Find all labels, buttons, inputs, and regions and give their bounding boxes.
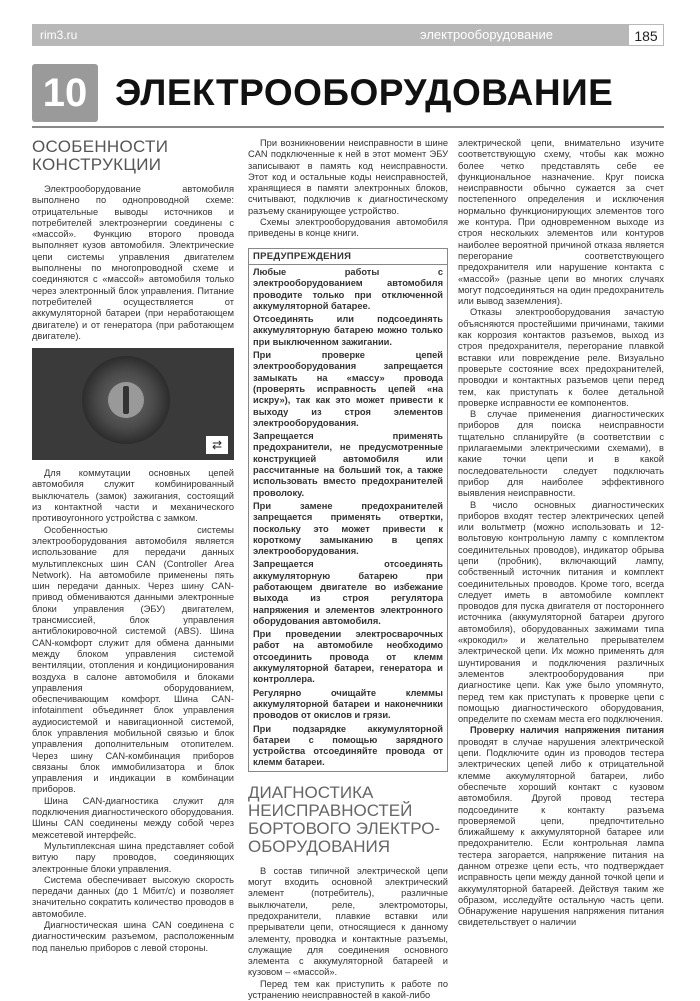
warning-item: При замене предохранителей запрещается применять отвертки, поскольку это может привести к короткому замыканию в цепях электрооборудования. [253,500,443,557]
page-number: 185 [628,24,664,46]
paragraph: Система обеспечивает высокую скорость передачи данных (до 1 Мбит/с) и позволяет значительно сократить количество проводов в автомобиле. [32,874,234,919]
paragraph: Шина CAN-диагностика служит для подключения диагностического оборудования. Шины CAN соединены между собой через межсетевой интерфейс. [32,795,234,840]
paragraph: Перед тем как приступить к работе по устранению неисправностей в какой-либо [248,978,448,1000]
ignition-switch-photo [32,348,234,460]
warning-item: При проверке цепей электрооборудования запрещается замыкать на «массу» провода (проверять исправность цепей «на искру»), так как это может привести к выходу из строя элементов электрооборудования. [253,350,443,428]
section-heading-diagnostics: ДИАГНОСТИКА НЕИСПРАВНОСТЕЙ БОРТОВОГО ЭЛЕКТРО- ОБОРУДОВАНИЯ [248,782,441,856]
photo-badge-icon: ⇄ [206,436,228,454]
section-heading-construction: ОСОБЕННОСТИ КОНСТРУКЦИИ [32,137,169,174]
paragraph: Диагностическая шина CAN соединена с диагностическим разъемом, расположенным под панелью приборов с левой стороны. [32,920,234,953]
run-in-heading: Проверку наличия напряжения питания [470,725,664,736]
paragraph: Мультиплексная шина представляет собой витую пару проводов, соединяющих электронные блоки управления. [32,840,234,874]
column-1 [32,138,234,954]
warning-item: При подзарядке аккумуляторной батареи с помощью зарядного устройства отсоединяйте провода от клемм батареи. [253,723,443,768]
warning-item: Запрещается отсоединять аккумуляторную батарею при работающем двигателе во избежание выхода из строя регулятора напряжения и элементов электронного оборудования автомобиля. [253,559,443,626]
paragraph: Отказы электрооборудования зачастую объясняются простейшими причинами, такими как коррозия контактов разъемов, выход из строя предохранителя, перегорание плавкой вставки или повреждение реле. Визуально проверьте состояние всех предохранителей, проводки и контактных разъемов цепи перед тем, как приступать к более детальной проверке исправности ее компонентов. [458,307,664,408]
warning-item: Любые работы с электрооборудованием автомобиля проводите только при отключенной аккумуляторной батарее. [253,266,443,311]
warnings-box [248,248,448,772]
paragraph: электрической цепи, внимательно изучите соответствующую схему, чтобы как можно более четко представлять себе ее функциональное назначение. Круг поиска неисправности обычно сужается за счет постепенного определения и исключения нормально функционирующих элементов того же контура. При одновременном выходе из строя нескольких элементов или контуров наиболее вероятной причиной отказа является перегорание соответствующего предохранителя или нарушение контакта с «массой» (разные цепи во многих случаях могут подсоединяться на один предохранитель или вывод заземления). [458,138,664,307]
paragraph: Электрооборудование автомобиля выполнено по однопроводной схеме: отрицательные выводы источников и потребителей электроэнергии соединены с «массой». Функцию второго провода выполняет кузов автомобиля. Электрические цепи системы управления двигателем выполнены по многопроводной схеме и соединяются с «массой» автомобиля только через электронный блок управления. Питание потребителей осуществляется от аккумуляторной батареи (при неработающем двигателе) и от генератора (при работающем двигателе). [32,184,234,341]
column-3 [458,138,664,929]
warnings-title: ПРЕДУПРЕЖДЕНИЯ [249,249,447,265]
warning-item: При проведении электросварочных работ на автомобиле необходимо отсоединить провода от клемм аккумуляторной батареи, генератора и контроллера. [253,629,443,685]
paragraph: При возникновении неисправности в шине CAN подключенные к ней в этот момент ЭБУ записывают в память код неисправности. Этот код и остальные коды неисправностей, хранящиеся в памяти электронных блоков, считывают, подключив к диагностическому разъему сканирующее устройство. [248,138,448,216]
column-2 [248,138,448,1001]
running-section-title: электрооборудование [420,27,553,42]
site-label[interactable]: rim3.ru [40,28,78,42]
chapter-title: ЭЛЕКТРООБОРУДОВАНИЕ [115,72,614,113]
paragraph: Для коммутации основных цепей автомобиля служит комбинированный выключатель (замок) зажигания, состоящий из контактной части и механического противоугонного устройства с замком. [32,468,234,524]
paragraph: В число основных диагностических приборов входят тестер электрических цепей или вольтметр (можно использовать и 12-вольтовую контрольную лампу с комплектом соединительных проводов), индикатор обрыва цепи (пробник), включающий лампу, собственный источник питания и комплект соединительных проводов. Кроме того, всегда следует иметь в автомобиле комплект проводов для пуска двигателя от постороннего источника (аккумуляторной батареи другого автомобиля), оборудованных зажимами типа «крокодил» и желательно прерывателем электрической цепи. Их можно применять для шунтирования и подключения различных элементов электрооборудования при диагностике цепи. Как уже было упомянуто, перед тем как приступать к проверке цепи с помощью диагностического оборудования, определите по схемам места его подключения. [458,499,664,725]
paragraph: Особенностью системы электрооборудования автомобиля является использование для передачи данных мультиплексных шин CAN (Controller Area Network). На автомобиле применены пять шин передачи данных. Через шину CAN-привод обмениваются данными электронные блоки управления (ЭБУ) двигателем, трансмиссией, блок управления антиблокировочной системой (ABS). Шина CAN-комфорт служит для обмена данными между блоком управления системой вентиляции, отопления и кондиционирования воздуха в салоне автомобиля и блоками управления оборудованием, обеспечивающим комфорт. Шина CAN-infotainment объединяет блок управления аудиосистемой и навигационной системой, блок управления мобильной связью и блок управления дополнительным отопителем. Через шину CAN-комбинация приборов связаны блок иммобилизатора и блок управления и индикации в комбинации приборов. [32,524,234,795]
paragraph: Схемы электрооборудования автомобиля приведены в конце книги. [248,217,448,239]
header-bar [32,24,664,46]
warning-item: Запрещается применять предохранители, не предусмотренные конструкцией автомобиля или рассчитанные на больший ток, а также использовать вместо предохранителей проволоку. [253,431,443,498]
chapter-number: 10 [32,64,98,122]
warning-item: Отсоединять или подсоединять аккумуляторную батарею можно только при выключенном зажигании. [253,314,443,347]
paragraph: В состав типичной электрической цепи могут входить основной электрический элемент (потребитель), различные выключатели, реле, электромоторы, предохранители, плавкие вставки или прерыватели цепи, относящиеся к данному элементу, проводка и контактные разъемы, служащие для соединения основного элемента с аккумуляторной батареей и кузовом – «массой». [248,865,448,978]
warning-item: Регулярно очищайте клеммы аккумуляторной батареи и наконечники проводов от окислов и грязи. [253,687,443,721]
paragraph: Проверку наличия напряжения питания проводят в случае нарушения электрической цепи. Подключите один из проводов тестера электрических цепей либо к отрицательной клемме аккумуляторной батареи, либо обеспечьте хороший контакт с кузовом автомобиля. Другой провод тестера подсоедините к контакту разъема проверяемой цепи, предпочтительно ближайшему к аккумуляторной батарее или предохранителю. Если контрольная лампа тестера загорается, напряжение питания на данном отрезке цепи есть, что подтверждает исправность цепи между данной точкой цепи и аккумуляторной батареей. Действуя таким же образом, исследуйте остальную часть цепи. Обнаружение нарушения напряжения питания свидетельствует о наличии [458,725,664,928]
title-divider [32,126,664,128]
paragraph: В случае применения диагностических приборов для поиска неисправности тщательно спланируйте (в соответствии с прилагаемыми электрическими схемами), в какие точки цепи и в какой последовательности следует подключать прибор для наиболее эффективного выявления неисправности. [458,409,664,499]
